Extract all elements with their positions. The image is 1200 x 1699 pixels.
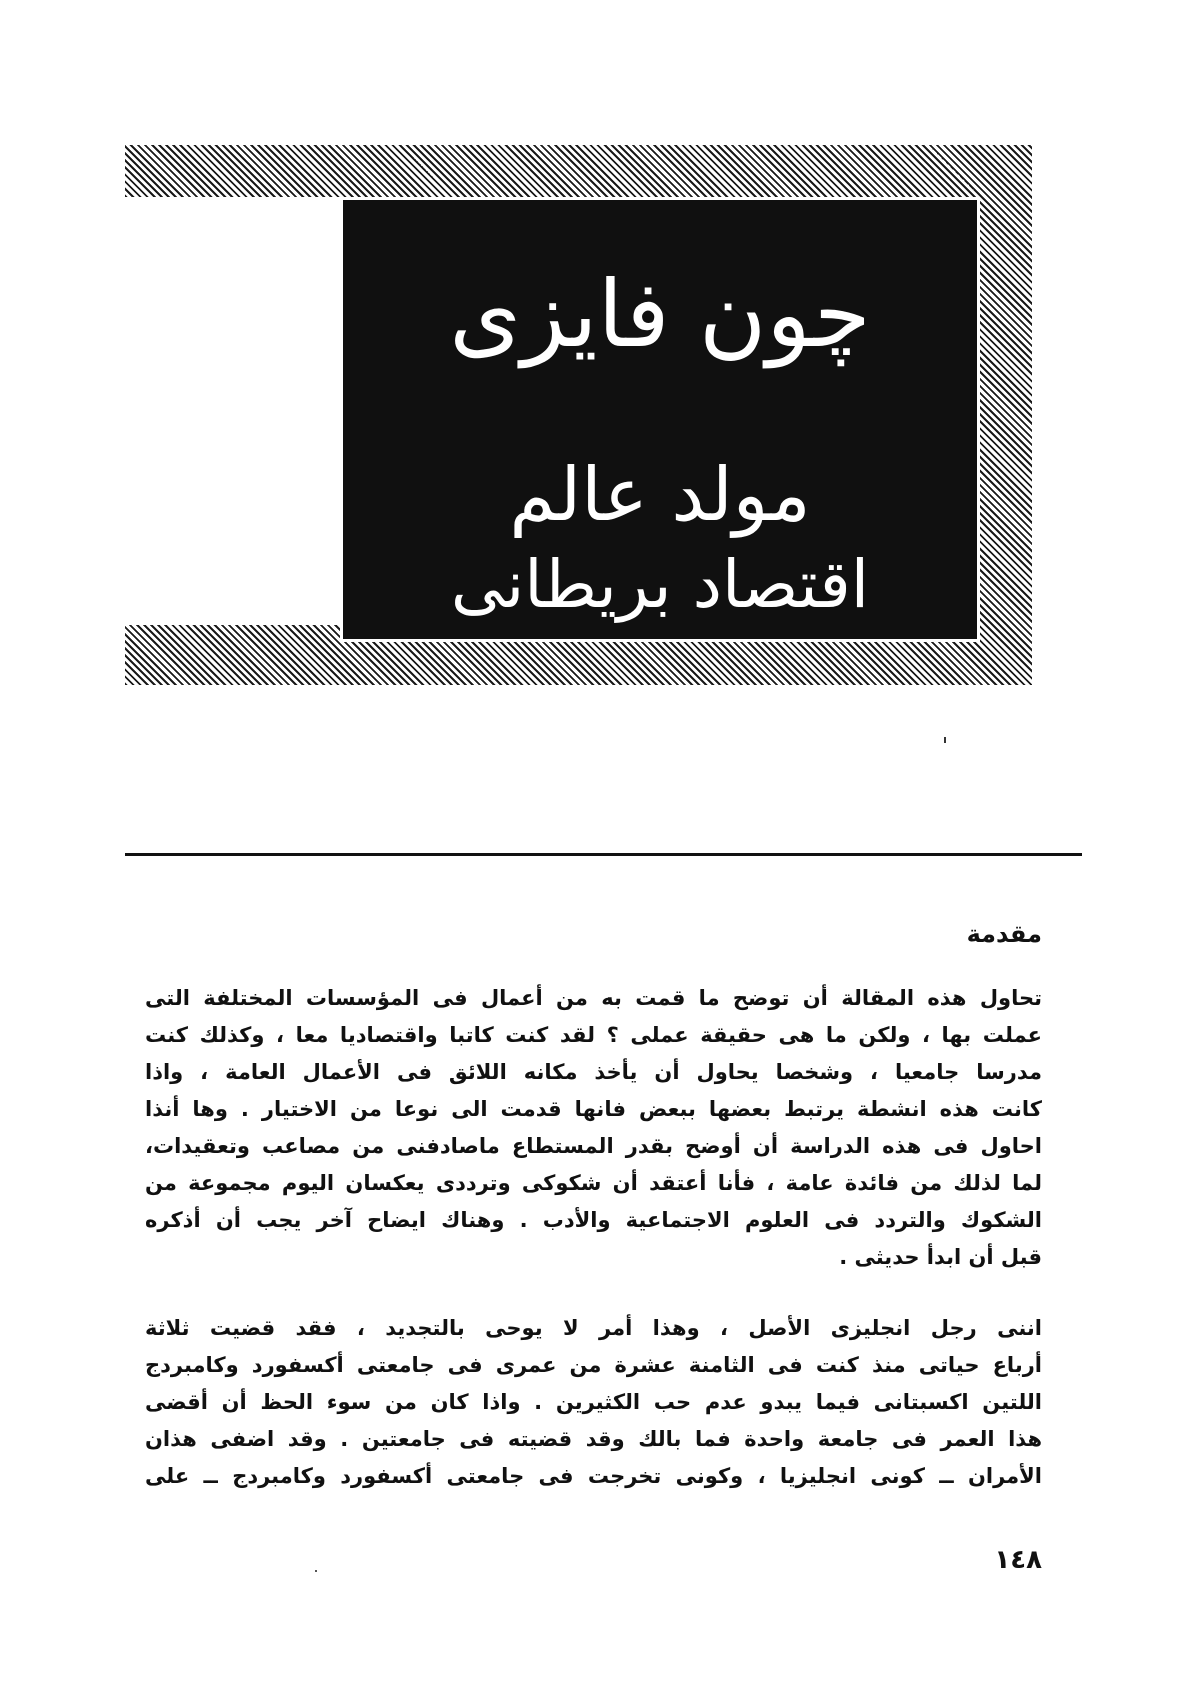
title-subtitle-line1: مولد عالم	[509, 452, 811, 538]
frame-inner-gap	[125, 197, 340, 625]
paragraph-line: اننى رجل انجليزى الأصل ، وهذا أمر لا يوحى بالتجديد ، فقد قضيت ثلاثة	[145, 1316, 1042, 1340]
paragraph-line: قبل أن ابدأ حديثى .	[839, 1245, 1042, 1269]
title-box	[340, 197, 980, 642]
paragraph-1	[145, 980, 1042, 1276]
page-number: ١٤٨	[994, 1545, 1042, 1575]
paragraph-line: احاول فى هذه الدراسة أن أوضح بقدر المستطاع ماصادفنى من مصاعب وتعقيدات،	[145, 1134, 1042, 1158]
paragraph-line: مدرسا جامعيا ، وشخصا يحاول أن يأخذ مكانه اللائق فى الأعمال العامة ، واذا	[145, 1060, 1042, 1084]
title-hatched-frame	[125, 145, 1032, 685]
print-speck	[944, 737, 946, 743]
paragraph-line: اللتين اكسبتانى فيما يبدو عدم حب الكثيرين . واذا كان من سوء الحظ أن أقضى	[145, 1390, 1042, 1414]
paragraph-line: كانت هذه انشطة يرتبط بعضها ببعض فانها قدمت الى نوعا من الاختيار . وها أنذا	[145, 1097, 1042, 1121]
paragraph-line: لما لذلك من فائدة عامة ، فأنا أعتقد أن شكوكى وترددى يعكسان اليوم مجموعة من	[145, 1171, 1042, 1195]
author-name: چون فايزى	[449, 261, 871, 368]
paragraph-line: الشكوك والتردد فى العلوم الاجتماعية والأدب . وهناك ايضاح آخر يجب أن أذكره	[145, 1208, 1042, 1232]
paragraph-line: تحاول هذه المقالة أن توضح ما قمت به من أعمال فى المؤسسات المختلفة التى	[145, 986, 1042, 1010]
paragraph-line: أرباع حياتى منذ كنت فى الثامنة عشرة من عمرى فى جامعتى أكسفورد وكامبردج	[145, 1353, 1042, 1377]
paragraph-line: هذا العمر فى جامعة واحدة فما بالك وقد قضيته فى جامعتين . وقد اضفى هذان	[145, 1427, 1042, 1451]
horizontal-rule	[125, 853, 1082, 856]
print-speck	[315, 1570, 317, 1572]
paragraph-2	[145, 1310, 1042, 1495]
paragraph-line: الأمران ــ كونى انجليزيا ، وكونى تخرجت فى جامعتى أكسفورد وكامبردج ــ على	[145, 1464, 1042, 1488]
title-subtitle-line2: اقتصاد بريطانى	[450, 546, 870, 623]
section-heading: مقدمة	[966, 920, 1042, 948]
paragraph-line: عملت بها ، ولكن ما هى حقيقة عملى ؟ لقد كنت كاتبا واقتصاديا معا ، وكذلك كنت	[145, 1023, 1042, 1047]
